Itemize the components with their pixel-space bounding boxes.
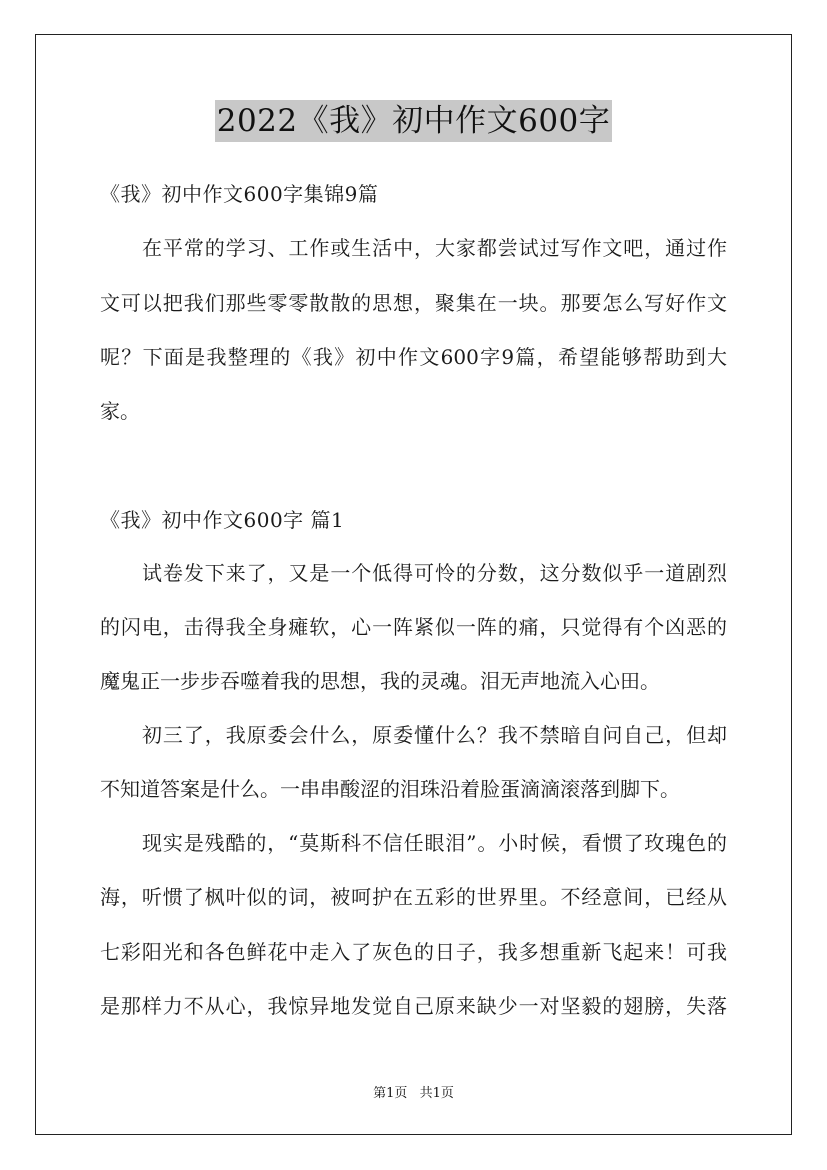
body-line: 试卷发下来了，又是一个低得可怜的分数，这分数似乎一道剧烈 xyxy=(142,561,727,585)
body-line: 七彩阳光和各色鲜花中走入了灰色的日子，我多想重新飞起来！可我 xyxy=(100,940,727,964)
document-subtitle: 《我》初中作文600字集锦9篇 xyxy=(100,182,379,206)
intro-line: 文可以把我们那些零零散散的思想，聚集在一块。那要怎么写好作文 xyxy=(100,291,727,315)
body-line: 海，听惯了枫叶似的词，被呵护在五彩的世界里。不经意间，已经从 xyxy=(100,885,727,909)
section-heading: 《我》初中作文600字 篇1 xyxy=(100,508,345,532)
page-total: 共1页 xyxy=(419,1086,454,1101)
page-footer xyxy=(0,1082,827,1101)
body-line: 是那样力不从心，我惊异地发觉自己原来缺少一对坚毅的翅膀，失落 xyxy=(100,994,727,1018)
body-line: 初三了，我原委会什么，原委懂什么？我不禁暗自问自己，但却 xyxy=(142,723,727,747)
intro-line: 在平常的学习、工作或生活中，大家都尝试过写作文吧，通过作 xyxy=(142,236,727,260)
page-number: 第1页 xyxy=(373,1086,408,1101)
body-line: 魔鬼正一步步吞噬着我的思想，我的灵魂。泪无声地流入心田。 xyxy=(100,669,660,693)
body-line: 不知道答案是什么。一串串酸涩的泪珠沿着脸蛋滴滴滚落到脚下。 xyxy=(100,777,680,801)
body-line: 的闪电，击得我全身瘫软，心一阵紧似一阵的痛，只觉得有个凶恶的 xyxy=(100,615,727,639)
intro-line: 呢？下面是我整理的《我》初中作文600字9篇，希望能够帮助到大 xyxy=(100,345,727,369)
body-line: 现实是残酷的，“莫斯科不信任眼泪”。小时候，看惯了玫瑰色的 xyxy=(142,831,727,855)
document-title: 2022《我》初中作文600字 xyxy=(215,100,613,142)
intro-line: 家。 xyxy=(100,399,140,423)
title-container xyxy=(0,100,827,142)
